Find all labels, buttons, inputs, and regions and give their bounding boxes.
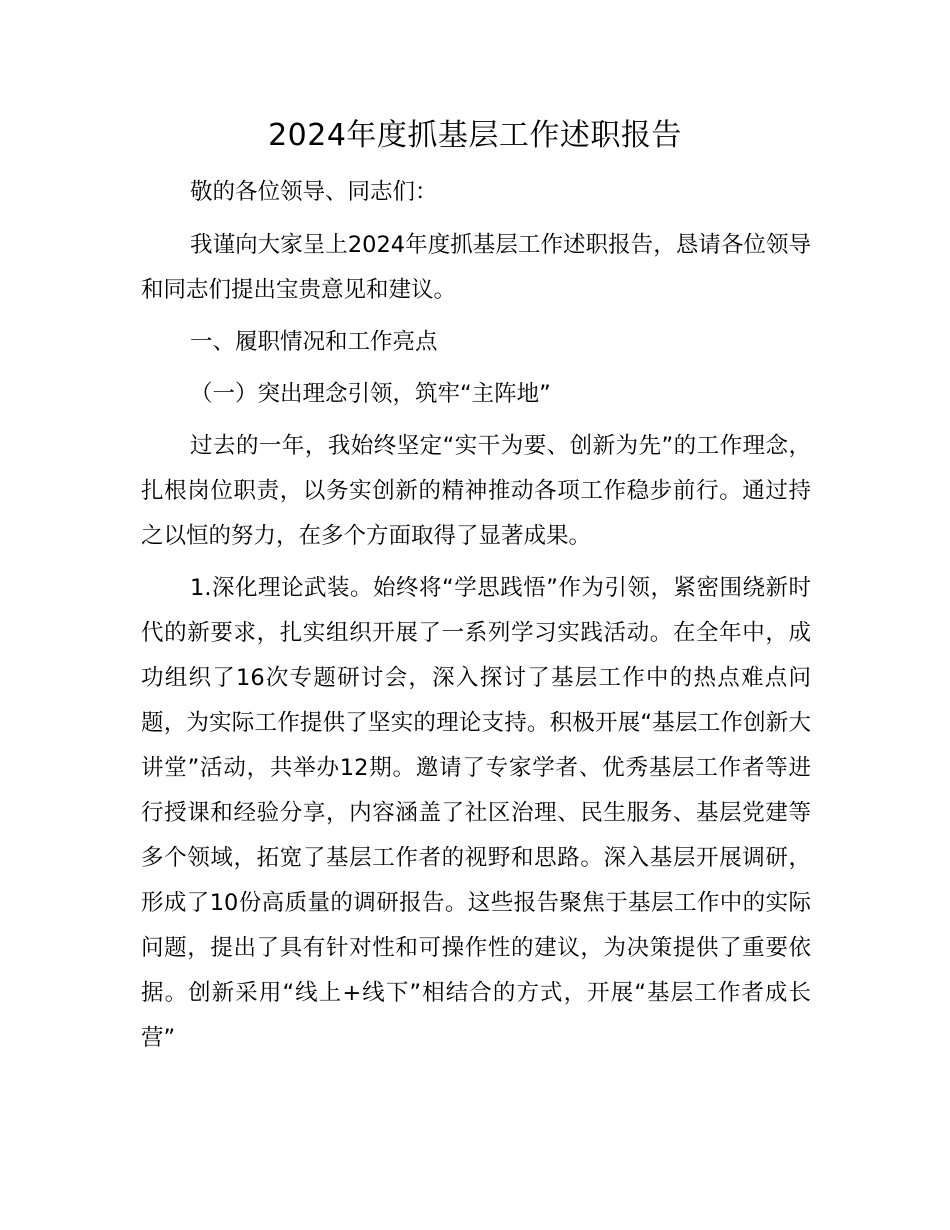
body-paragraph-theory: 1.深化理论武装。始终将“学思践悟”作为引领，紧密围绕新时代的新要求，扎实组织开展了一系列学习实践活动。在全年中，成功组织了16次专题研讨会，深入探讨了基层工作中的热点难点问题，为实际工作提供了坚实的理论支持。积极开展“基层工作创新大讲堂”活动，共举办12期。邀请了专家学者、优秀基层工作者等进行授课和经验分享，内容涵盖了社区治理、民生服务、基层党建等多个领域，拓宽了基层工作者的视野和思路。深入基层开展调研，形成了10份高质量的调研报告。这些报告聚焦于基层工作中的实际问题，提出了具有针对性和可操作性的建议，为决策提供了重要依据。创新采用“线上+线下”相结合的方式，开展“基层工作者成长营”: [141, 575, 811, 1051]
intro-paragraph: 我谨向大家呈上2024年度抓基层工作述职报告，恳请各位领导和同志们提出宝贵意见和建议。: [141, 232, 811, 303]
salutation-paragraph: 敬的各位领导、同志们：: [190, 179, 438, 205]
section-heading-1: 一、履职情况和工作亮点: [190, 329, 438, 355]
subsection-heading-1: （一）突出理念引领，筑牢“主阵地”: [190, 381, 551, 407]
body-paragraph-overview: 过去的一年，我始终坚定“实干为要、创新为先”的工作理念，扎根岗位职责，以务实创新的精神推动各项工作稳步前行。通过持之以恒的努力，在多个方面取得了显著成果。: [141, 433, 811, 549]
document-title: 2024年度抓基层工作述职报告: [268, 118, 682, 153]
document-body: [141, 170, 811, 1068]
